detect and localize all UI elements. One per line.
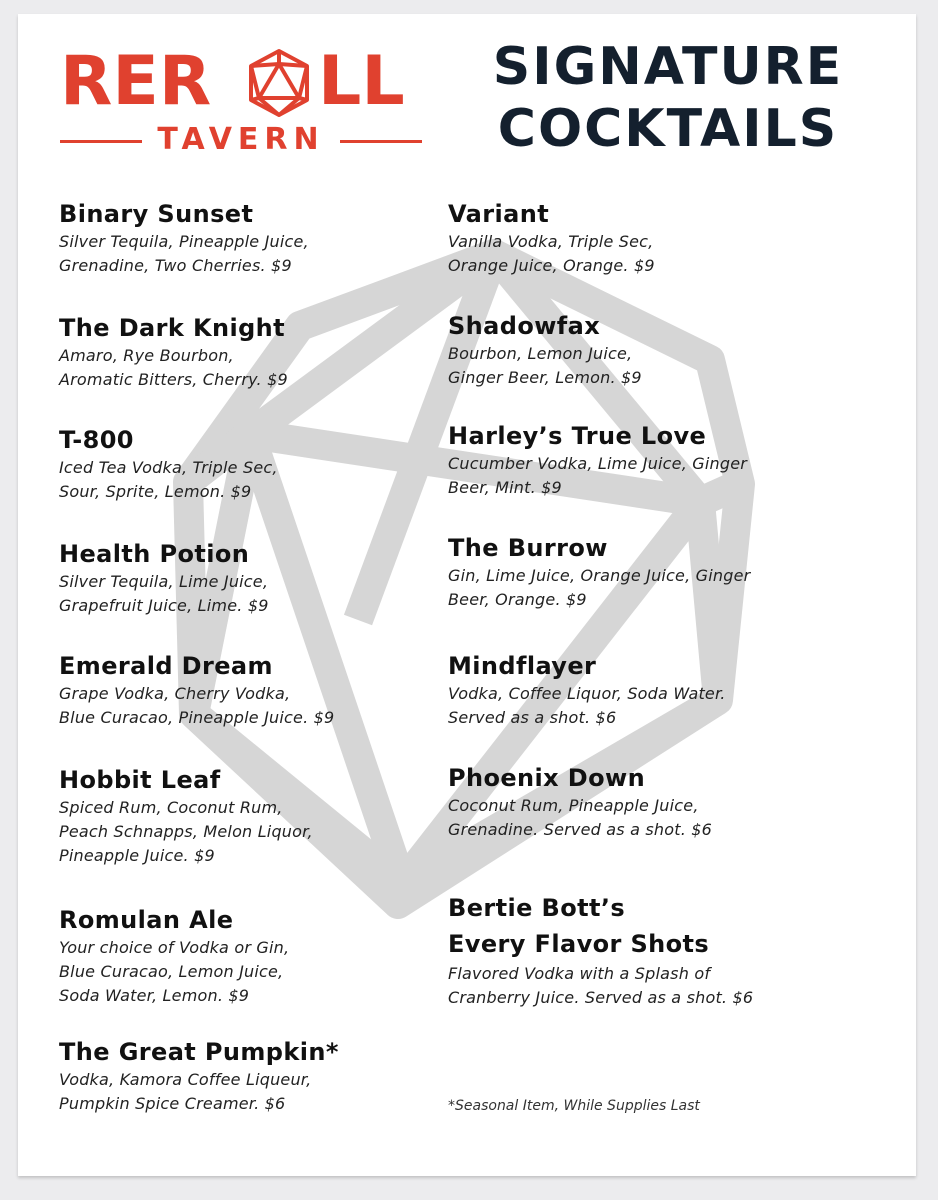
menu-item <box>59 904 289 1008</box>
menu-item <box>59 424 278 504</box>
menu-item <box>448 310 642 390</box>
seasonal-footnote: *Seasonal Item, While Supplies Last <box>448 1098 700 1114</box>
menu-item-name: Bertie Bott’s Every Flavor Shots <box>448 894 710 958</box>
menu-item <box>59 1036 339 1116</box>
menu-item <box>448 420 747 500</box>
menu-item <box>448 890 753 1010</box>
menu-item <box>59 198 309 278</box>
menu-item-description: Silver Tequila, Lime Juice, Grapefruit Juice, Lime. $9 <box>59 572 269 615</box>
menu-item-description: Your choice of Vodka or Gin, Blue Curacao, Lemon Juice, Soda Water, Lemon. $9 <box>59 938 290 1005</box>
logo-rule-right <box>340 140 422 143</box>
d20-die-icon <box>244 48 314 118</box>
menu-item-name: The Great Pumpkin* <box>59 1038 339 1066</box>
page-title-line-1: SIGNATURE <box>492 37 844 97</box>
menu-item-name: The Dark Knight <box>59 314 286 342</box>
page-title <box>468 36 868 160</box>
menu-item <box>448 198 655 278</box>
logo-rule-left <box>60 140 142 143</box>
menu-item-name: Emerald Dream <box>59 652 273 680</box>
logo-wordmark <box>60 42 422 122</box>
menu-item-description: Flavored Vodka with a Splash of Cranberry Juice. Served as a shot. $6 <box>448 964 754 1007</box>
menu-item-description: Spiced Rum, Coconut Rum, Peach Schnapps, Melon Liquor, Pineapple Juice. $9 <box>59 798 313 865</box>
menu-page <box>18 14 916 1176</box>
menu-item <box>59 650 334 730</box>
menu-item-name: The Burrow <box>448 534 608 562</box>
menu-item-description: Cucumber Vodka, Lime Juice, Ginger Beer, Mint. $9 <box>448 454 748 497</box>
menu-item-description: Grape Vodka, Cherry Vodka, Blue Curacao, Pineapple Juice. $9 <box>59 684 335 727</box>
menu-item-name: Health Potion <box>59 540 250 568</box>
menu-item-name: Binary Sunset <box>59 200 254 228</box>
menu-item-name: Mindflayer <box>448 652 597 680</box>
menu-item <box>448 762 712 842</box>
menu-item-description: Gin, Lime Juice, Orange Juice, Ginger Beer, Orange. $9 <box>448 566 751 609</box>
menu-item-name: T-800 <box>59 426 134 454</box>
menu-item-description: Amaro, Rye Bourbon, Aromatic Bitters, Cherry. $9 <box>59 346 288 389</box>
menu-item <box>59 538 269 618</box>
menu-item-description: Coconut Rum, Pineapple Juice, Grenadine. Served as a shot. $6 <box>448 796 713 839</box>
menu-item-description: Vodka, Coffee Liquor, Soda Water. Served as a shot. $6 <box>448 684 726 727</box>
menu-item-name: Shadowfax <box>448 312 601 340</box>
logo-subtitle-text: TAVERN <box>157 122 325 157</box>
menu-item-description: Vanilla Vodka, Triple Sec, Orange Juice, Orange. $9 <box>448 232 655 275</box>
menu-item-name: Hobbit Leaf <box>59 766 221 794</box>
menu-item-description: Silver Tequila, Pineapple Juice, Grenadine, Two Cherries. $9 <box>59 232 309 275</box>
menu-item <box>448 650 726 730</box>
menu-item-description: Bourbon, Lemon Juice, Ginger Beer, Lemon. $9 <box>448 344 642 387</box>
menu-item-description: Iced Tea Vodka, Triple Sec, Sour, Sprite, Lemon. $9 <box>59 458 278 501</box>
menu-item-name: Harley’s True Love <box>448 422 707 450</box>
menu-item-name: Phoenix Down <box>448 764 646 792</box>
menu-item <box>59 764 313 868</box>
menu-item-description: Vodka, Kamora Coffee Liqueur, Pumpkin Spice Creamer. $6 <box>59 1070 312 1113</box>
logo-subtitle <box>60 120 422 160</box>
page-title-line-2: COCKTAILS <box>497 99 839 159</box>
menu-item <box>448 532 750 612</box>
menu-item <box>59 312 288 392</box>
menu-item-name: Variant <box>448 200 550 228</box>
menu-item-name: Romulan Ale <box>59 906 234 934</box>
logo-text-right: LL <box>318 42 405 121</box>
logo-text-left: RER <box>60 42 212 121</box>
